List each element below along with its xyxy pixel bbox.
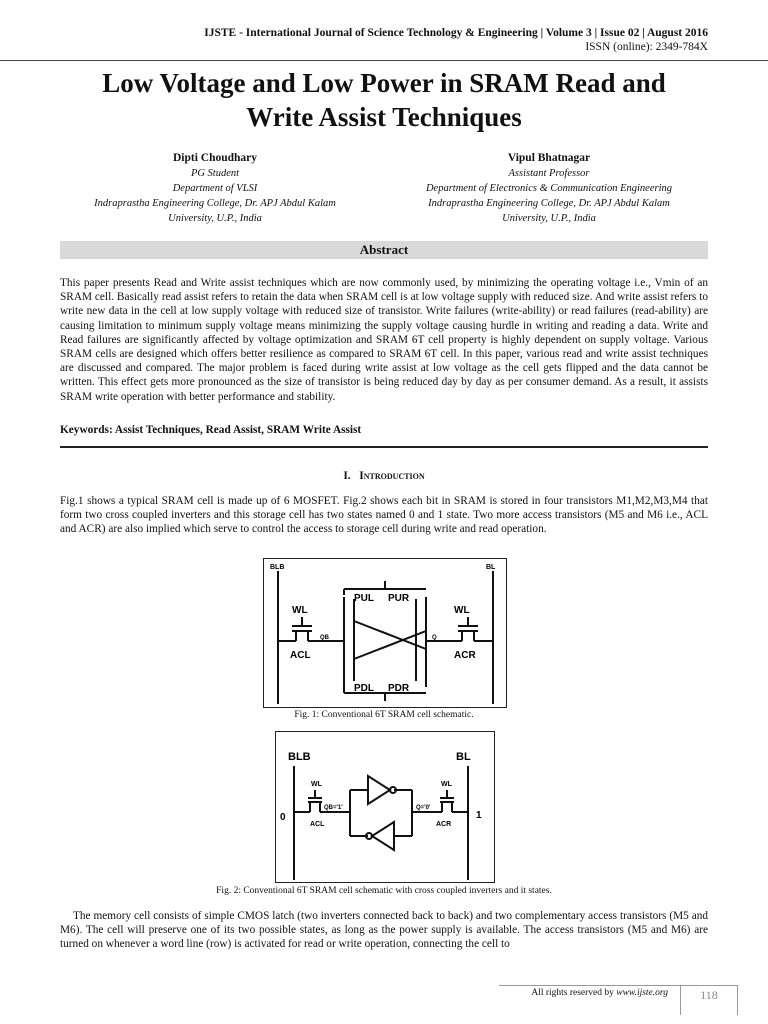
author-univ: University, U.P., India bbox=[168, 213, 262, 224]
author-inst: Indraprastha Engineering College, Dr. APJ Abdul Kalam bbox=[428, 198, 670, 209]
figure-2 bbox=[275, 731, 495, 883]
author-name: Vipul Bhatnagar bbox=[507, 152, 591, 164]
fig1-label-qb: QB bbox=[320, 635, 329, 641]
author-role: PG Student bbox=[190, 168, 240, 179]
header-rule bbox=[0, 60, 768, 61]
paper-title bbox=[40, 66, 728, 134]
figure-1 bbox=[263, 558, 507, 708]
fig2-label-left-state: 0 bbox=[280, 812, 286, 823]
fig2-label-wl-left: WL bbox=[311, 781, 322, 788]
section-title: Introduction bbox=[359, 470, 425, 482]
page-number-box bbox=[680, 985, 738, 1015]
section-rule bbox=[60, 446, 708, 448]
keywords: Keywords: Assist Techniques, Read Assist, SRAM Write Assist bbox=[60, 424, 362, 436]
paper-title-line2: Write Assist Techniques bbox=[246, 102, 522, 132]
fig2-label-acr: ACR bbox=[436, 821, 452, 828]
page-number: 118 bbox=[700, 988, 718, 1002]
fig1-label-pul: PUL bbox=[354, 593, 374, 604]
author-2 bbox=[390, 151, 708, 226]
fig2-label-bl: BL bbox=[456, 751, 471, 763]
fig1-label-wl-left: WL bbox=[292, 605, 308, 616]
paper-title-line1: Low Voltage and Low Power in SRAM Read and bbox=[102, 68, 666, 98]
author-dept: Department of Electronics & Communication Engineering bbox=[425, 183, 673, 194]
fig1-label-pur: PUR bbox=[388, 593, 410, 604]
fig1-label-q: Q bbox=[432, 635, 437, 641]
figure-1-caption: Fig. 1: Conventional 6T SRAM cell schematic. bbox=[294, 710, 474, 720]
fig1-label-acl: ACL bbox=[290, 650, 311, 661]
fig2-label-qb: QB='1' bbox=[324, 805, 343, 811]
author-name: Dipti Choudhary bbox=[172, 152, 258, 164]
fig1-label-blb: BLB bbox=[270, 564, 285, 571]
figure-2-schematic bbox=[276, 732, 494, 882]
fig1-label-bl: BL bbox=[486, 564, 496, 571]
figure-1-schematic bbox=[264, 559, 506, 707]
intro-paragraph-1: Fig.1 shows a typical SRAM cell is made up of 6 MOSFET. Fig.2 shows each bit in SRAM is stored in four transistors M1,M2,M3,M4 that form two cross coupled inverters and this storage cell has two states named 0 and 1 state. Two more access transistors (M5 and M6 i.e., ACL and ACR) are also implied which serve to control the access to storage cell during write and read operation. bbox=[60, 495, 708, 536]
author-1 bbox=[60, 151, 370, 226]
section-number: I. bbox=[343, 470, 351, 482]
journal-header bbox=[204, 26, 708, 54]
fig1-label-pdr: PDR bbox=[388, 683, 410, 694]
footer-text: All rights reserved by bbox=[531, 988, 617, 998]
fig2-label-right-state: 1 bbox=[476, 810, 482, 821]
abstract-heading: Abstract bbox=[60, 241, 708, 259]
author-dept: Department of VLSI bbox=[172, 183, 258, 194]
footer-link[interactable]: www.ijste.org bbox=[616, 988, 668, 998]
fig2-label-acl: ACL bbox=[310, 821, 325, 828]
intro-paragraph-2: The memory cell consists of simple CMOS latch (two inverters connected back to back) and two complementary access transistors (M5 and M6). The cell will preserve one of its two possible states, as long as the power supply is available. The access transistors (M5 and M6) are turned on whenever a word line (row) is activated for read or write operation, connecting the cell to bbox=[60, 910, 708, 951]
footer-rights bbox=[531, 988, 668, 998]
abstract-text: This paper presents Read and Write assist techniques which are now commonly used, by minimizing the operating voltage i.e., Vmin of an SRAM cell. Basically read assist refers to retain the data when SRAM cell is at low voltage supply with reduced size. And write assist refers to write new data in the cell at low supply voltage with reduced size of transistor. Write failures (write-ability) or read failures (read-ability) are causing limitation to minimum supply voltage means minimizing the supply voltage causing hurdle in writing and reading a data. Write and Read failures are significantly affected by voltage optimization and SRAM 6T cell property is highly dependent on supply voltage. Various SRAM cells are designed which offers better resilience as compared to SRAM 6T cell. In this paper, various read and write assist techniques are discussed and compared. The major problem is faced during write assist at low voltage as the cell gets flipped and the data cannot be written. This effect gets more pronounced as the size of transistor is being reduced day by day as per consumer demand. As a result, it assists SRAM write operation with better performance and stability. bbox=[60, 277, 708, 403]
section-heading bbox=[0, 470, 768, 482]
fig2-label-q: Q='0' bbox=[416, 805, 431, 811]
journal-name: IJSTE - International Journal of Science Technology & Engineering | Volume 3 | Issue 02 | August 2016 bbox=[204, 27, 708, 39]
fig1-label-pdl: PDL bbox=[354, 683, 374, 694]
author-univ: University, U.P., India bbox=[502, 213, 596, 224]
fig2-label-blb: BLB bbox=[288, 751, 311, 763]
figure-2-caption: Fig. 2: Conventional 6T SRAM cell schematic with cross coupled inverters and it states. bbox=[216, 886, 552, 896]
author-inst: Indraprastha Engineering College, Dr. APJ Abdul Kalam bbox=[94, 198, 336, 209]
fig1-label-acr: ACR bbox=[454, 650, 476, 661]
journal-issn: ISSN (online): 2349-784X bbox=[585, 41, 708, 53]
author-role: Assistant Professor bbox=[508, 168, 590, 179]
fig2-label-wl-right: WL bbox=[441, 781, 452, 788]
fig1-label-wl-right: WL bbox=[454, 605, 470, 616]
